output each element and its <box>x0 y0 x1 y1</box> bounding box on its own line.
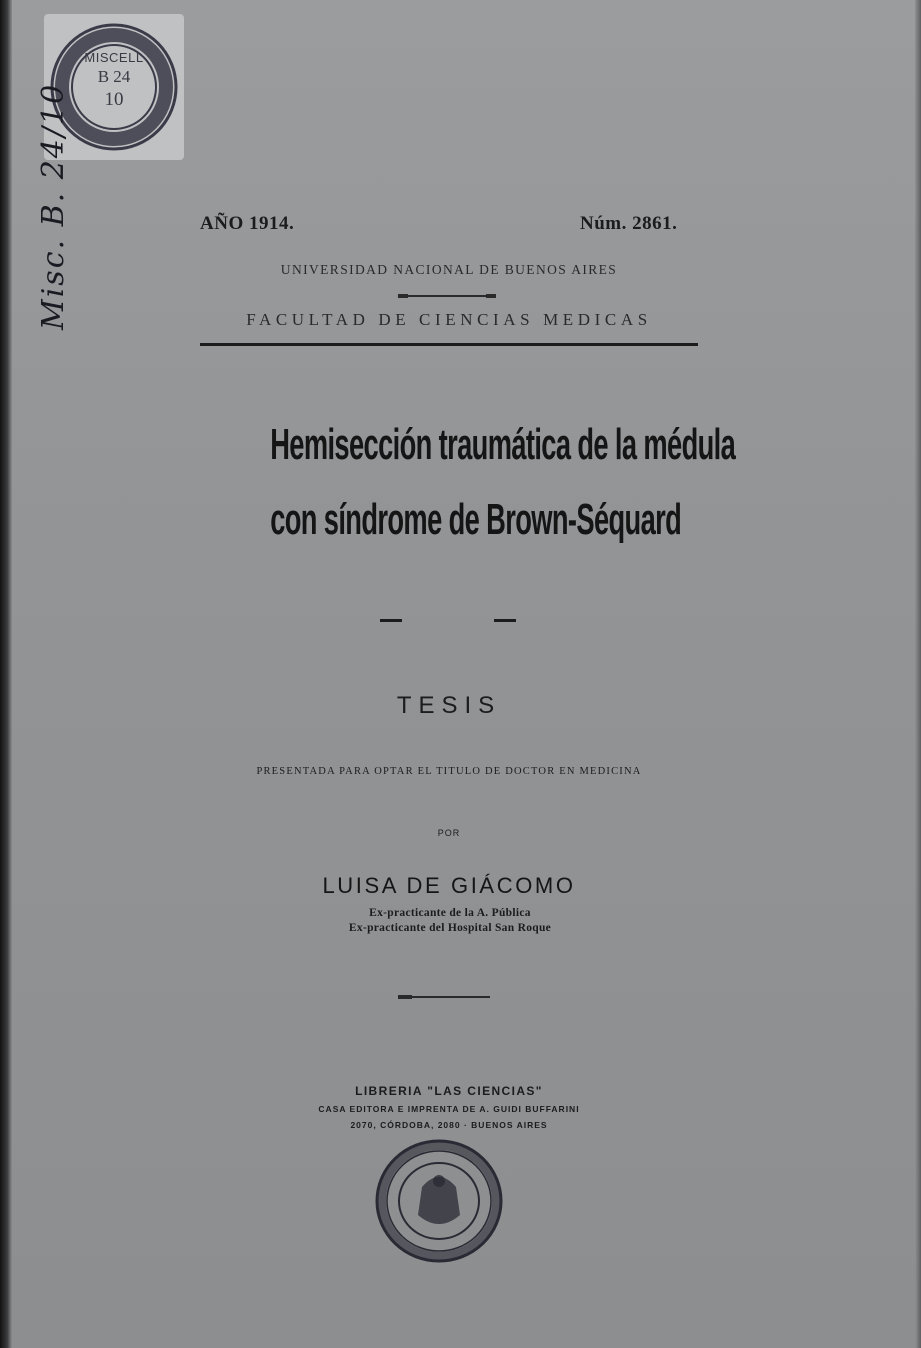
publisher-address: 2070, CÓRDOBA, 2080 · BUENOS AIRES <box>350 1120 548 1130</box>
faculty-name: FACULTAD DE CIENCIAS MEDICAS <box>246 310 652 329</box>
author-credential-2: Ex-practicante del Hospital San Roque <box>348 922 552 934</box>
page-edge <box>915 0 921 1348</box>
divider-ornament <box>398 996 490 998</box>
author-credential-1: Ex-practicante de la A. Pública <box>369 907 531 919</box>
publisher-name: LIBRERIA "LAS CIENCIAS" <box>355 1084 543 1098</box>
divider-dash <box>380 619 402 622</box>
stamp-line-3: 10 <box>104 89 124 110</box>
title-line-1: Hemisección traumática de la médula <box>270 420 736 469</box>
thesis-label: TESIS <box>396 692 502 719</box>
divider-ornament <box>398 295 496 297</box>
university-name: UNIVERSIDAD NACIONAL DE BUENOS AIRES <box>280 262 618 277</box>
stamp-line-1: MISCELL <box>84 50 144 65</box>
binding-edge <box>0 0 12 1348</box>
header-rule <box>200 343 698 346</box>
library-seal-icon <box>372 1137 506 1265</box>
publisher-line-2: CASA EDITORA E IMPRENTA DE A. GUIDI BUFFARINI <box>318 1104 580 1114</box>
author-name: LUISA DE GIÁCOMO <box>322 873 576 898</box>
by-label: POR <box>437 828 461 838</box>
handwritten-shelfmark: Misc. B. 24/10 <box>36 82 71 330</box>
thesis-purpose: PRESENTADA PARA OPTAR EL TITULO DE DOCTOR EN MEDICINA <box>256 766 642 777</box>
divider-dash <box>494 619 516 622</box>
stamp-line-2: B 24 <box>97 67 131 86</box>
publication-number: Núm. 2861. <box>580 213 678 234</box>
publication-year: AÑO 1914. <box>200 213 295 234</box>
title-line-2: con síndrome de Brown-Séquard <box>270 495 682 544</box>
